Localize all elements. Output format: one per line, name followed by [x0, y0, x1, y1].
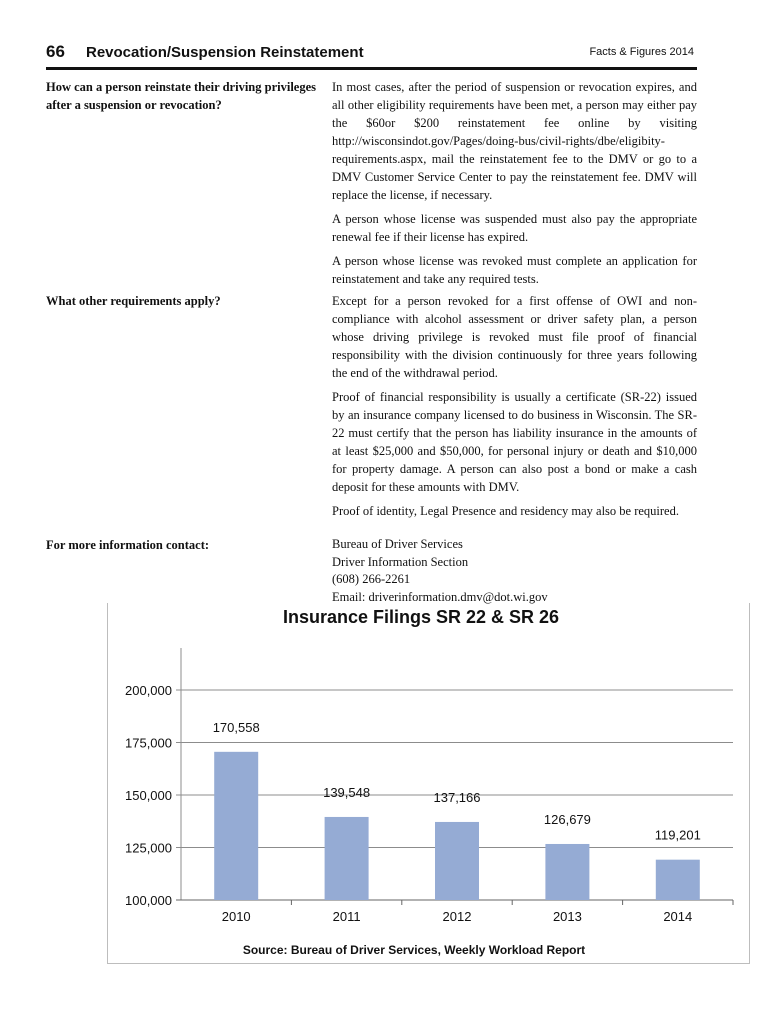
bar: [435, 822, 479, 900]
bar-chart: [108, 603, 749, 963]
x-tick-label: 2014: [663, 909, 693, 924]
bar: [214, 752, 258, 900]
contact-phone: (608) 266-2261: [332, 572, 411, 586]
bar: [325, 817, 369, 900]
chart-plot-area: [125, 648, 733, 924]
data-label: 119,201: [654, 827, 701, 843]
question-contact: For more information contact:: [46, 538, 210, 552]
answer-requirements: [332, 292, 697, 526]
y-tick-label: 100,000: [125, 893, 172, 908]
bar: [656, 860, 700, 900]
header-rule: [46, 67, 697, 70]
data-label: 170,558: [212, 719, 260, 735]
y-tick-label: 125,000: [125, 840, 172, 856]
answer-paragraph: Except for a person revoked for a first offense of OWI and non-compliance with alcohol assessment or driver safety plan, a person whose driving privilege is revoked must file proof of financial responsibility with the division continuously for three years following the end of the withdrawal period.: [332, 294, 697, 380]
x-tick-label: 2013: [552, 909, 582, 924]
page-header: [46, 40, 696, 66]
page-number: 66: [46, 42, 65, 61]
x-tick-label: 2010: [221, 909, 251, 924]
publication-title: Facts & Figures 2014: [589, 46, 694, 58]
answer-paragraph: Proof of financial responsibility is usually a certificate (SR-22) issued by an insurance company licensed to do business in Wisconsin. The SR-22 must certify that the person has liability insurance in the amounts of at least $25,000 and $50,000, for personal injury or death and $10,000 for property damage. A person can also post a bond or make a cash deposit for these amounts with DMV.: [332, 390, 697, 494]
answer-paragraph: In most cases, after the period of suspension or revocation expires, and all other eligibility requirements have been met, a person may either pay the $60or $200 reinstatement fee online by visiting http://wisconsindot.gov/Pages/doing-bus/civil-rights/dbe/eligibity-requirements.aspx, mail the reinstatement fee to the DMV or go to a DMV Customer Service Center to pay the reinstatement fee. DMV will replace the license, if necessary.: [332, 80, 697, 202]
y-tick-label: 150,000: [125, 788, 172, 803]
question-requirements: What other requirements apply?: [46, 294, 221, 308]
chart-title: Insurance Filings SR 22 & SR 26: [282, 607, 560, 627]
contact-section: Driver Information Section: [332, 554, 469, 569]
x-tick-label: 2011: [332, 909, 361, 924]
answer-reinstate: [332, 78, 697, 294]
contact-email: Email: driverinformation.dmv@dot.wi.gov: [332, 589, 548, 604]
answer-paragraph: Proof of identity, Legal Presence and residency may also be required.: [332, 504, 679, 518]
data-label: 137,166: [433, 789, 481, 805]
answer-paragraph: A person whose license was revoked must complete an application for reinstatement and take any required tests.: [332, 254, 697, 286]
bar: [545, 844, 589, 900]
contact-block: [332, 536, 697, 606]
contact-bureau: Bureau of Driver Services: [332, 537, 463, 551]
question-reinstate: How can a person reinstate their driving privileges after a suspension or revocation?: [46, 80, 317, 112]
section-title: Revocation/Suspension Reinstatement: [86, 44, 364, 61]
data-label: 139,548: [323, 784, 371, 800]
chart-source: Source: Bureau of Driver Services, Weekly Workload Report: [242, 943, 586, 957]
y-tick-label: 200,000: [125, 683, 172, 698]
chart-frame: [107, 603, 750, 964]
y-tick-label: 175,000: [125, 735, 172, 751]
x-tick-label: 2012: [442, 909, 472, 924]
answer-paragraph: A person whose license was suspended must also pay the appropriate renewal fee if their license has expired.: [332, 212, 697, 244]
data-label: 126,679: [543, 811, 591, 827]
